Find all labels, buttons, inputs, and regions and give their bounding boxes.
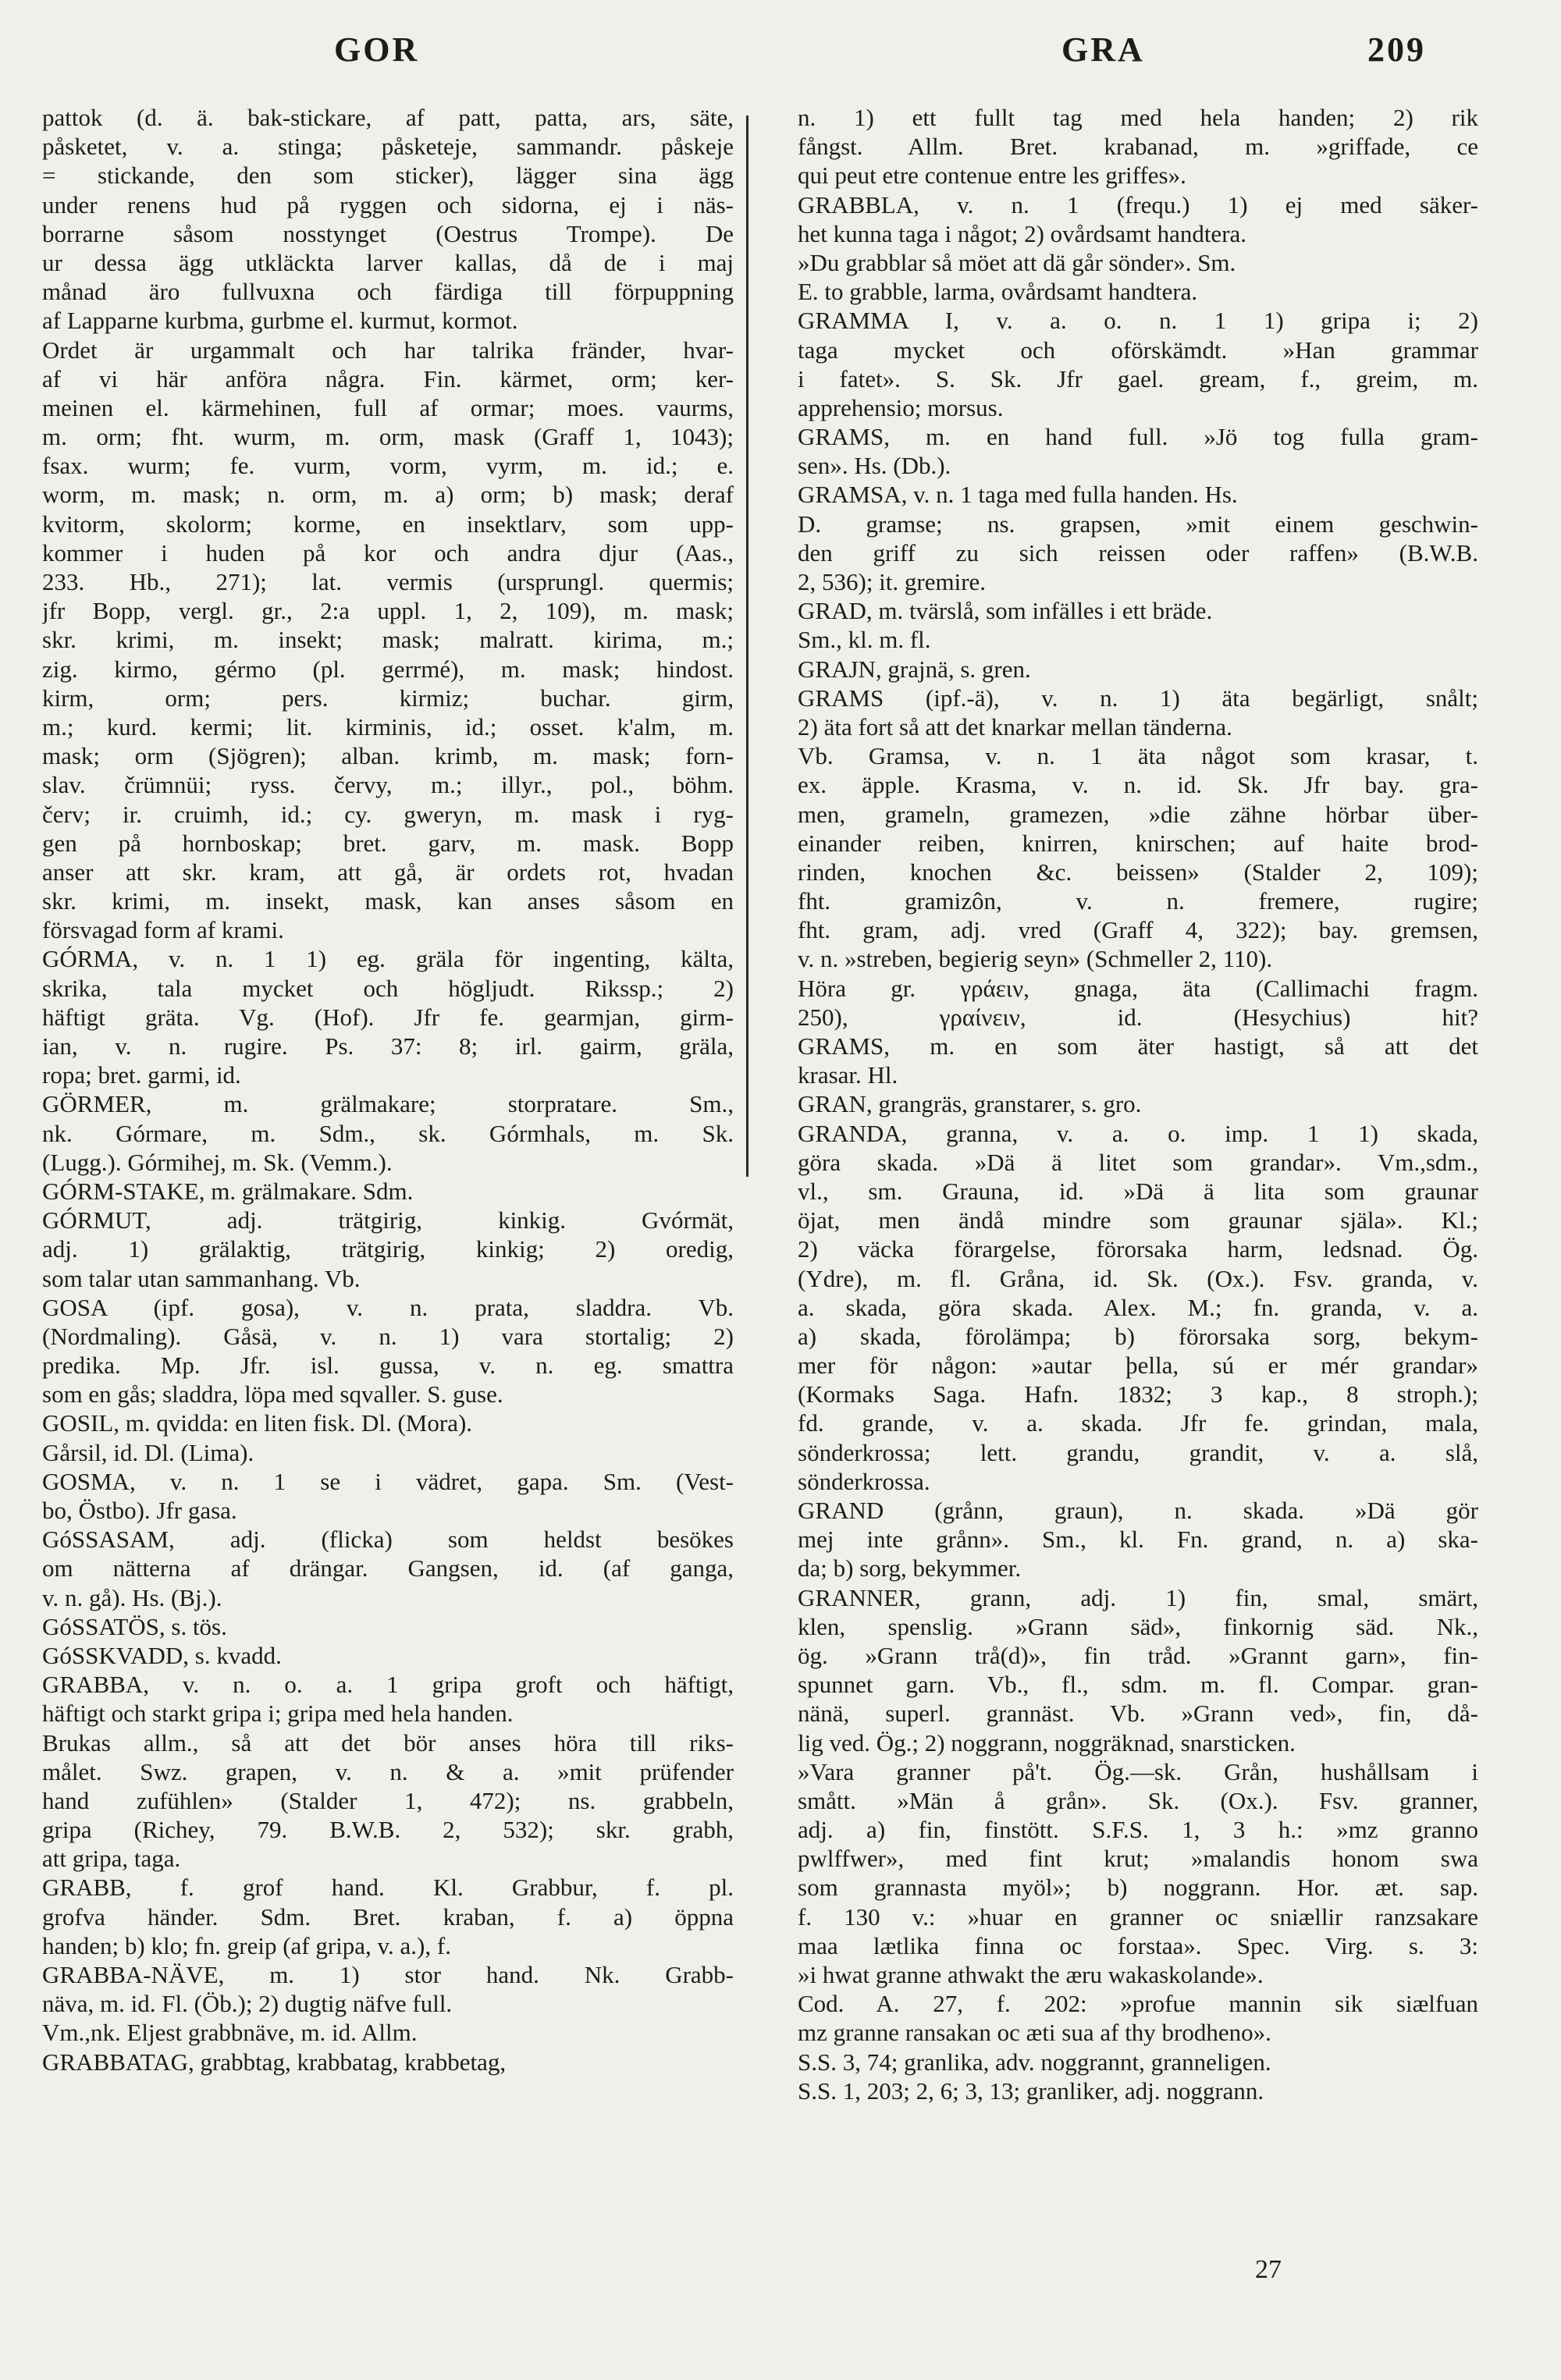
text-line: (Lugg.). Górmihej, m. Sk. (Vemm.).: [42, 1148, 393, 1176]
text-line: D. gramse; ns. grapsen, »mit einem geschwin-: [798, 510, 1478, 538]
text-line: m. orm; fht. wurm, m. orm, mask (Graff 1, 1043);: [42, 423, 734, 451]
text-line: som grannasta myöl»; b) noggrann. Hor. æt. sap.: [798, 1874, 1478, 1902]
text-line: qui peut etre contenue entre les griffes».: [798, 162, 1186, 190]
text-line: pwlffwer», med fint krut; »malandis honom swa: [798, 1845, 1478, 1873]
text-line: smått. »Män å grån». Sk. (Ox.). Fsv. granner,: [798, 1786, 1478, 1814]
text-line: den griff zu sich reissen oder raffen» (B.W.B.: [798, 538, 1478, 567]
text-line: GRAMS, m. en som äter hastigt, så att det: [798, 1032, 1478, 1060]
text-line: ög. »Grann trå(d)», fin tråd. »Grannt garn», fin-: [798, 1641, 1478, 1669]
text-line: n. 1) ett fullt tag med hela handen; 2) rik: [798, 104, 1478, 131]
text-line: jfr Bopp, vergl. gr., 2:a uppl. 1, 2, 109), m. mask;: [42, 597, 734, 625]
text-line: f. 130 v.: »huar en granner oc sniællir ranzsakare: [798, 1902, 1478, 1931]
text-line: försvagad form af krami.: [42, 916, 284, 944]
text-line: handen; b) klo; fn. greip (af gripa, v. a.), f.: [42, 1931, 451, 1959]
text-line: månad äro fullvuxna och färdiga till förpuppning: [42, 278, 734, 306]
text-line: målet. Swz. grapen, v. n. & a. »mit prüfender: [42, 1757, 734, 1785]
text-line: Sm., kl. m. fl.: [798, 626, 931, 654]
text-line: gen på hornboskap; bret. garv, m. mask. Bopp: [42, 829, 734, 857]
text-line: zig. kirmo, gérmo (pl. gerrmé), m. mask; hindost.: [42, 655, 734, 683]
text-line: E. to grabble, larma, ovårdsamt handtera.: [798, 278, 1198, 306]
text-line: GÖRMER, m. grälmakare; storpratare. Sm.,: [42, 1090, 734, 1118]
text-line: spunnet garn. Vb., fl., sdm. m. fl. Compar. gran-: [798, 1671, 1478, 1699]
right-column: [798, 103, 1478, 2105]
text-line: nänä, superl. grannäst. Vb. »Grann ved», fin, då-: [798, 1700, 1478, 1728]
text-line: GRAND (grånn, graun), n. skada. »Dä gör: [798, 1497, 1478, 1524]
text-line: maa lætlika finna oc forstaa». Spec. Virg. s. 3:: [798, 1931, 1478, 1959]
text-line: GRAJN, grajnä, s. gren.: [798, 655, 1031, 683]
text-line: sönderkrossa.: [798, 1467, 930, 1495]
text-line: 2, 536); it. gremire.: [798, 568, 987, 595]
text-line: GRAMS, m. en hand full. »Jö tog fulla gram-: [798, 423, 1478, 451]
signature-mark: 27: [1255, 2255, 1282, 2284]
text-line: GÓRMUT, adj. trätgirig, kinkig. Gvórmät,: [42, 1206, 734, 1234]
text-line: fd. grande, v. a. skada. Jfr fe. grindan, mala,: [798, 1409, 1478, 1437]
text-line: GRABBA-NÄVE, m. 1) stor hand. Nk. Grabb-: [42, 1961, 734, 1988]
page-number: 209: [1367, 30, 1426, 69]
text-line: a. skada, göra skada. Alex. M.; fn. granda, v. a.: [798, 1293, 1478, 1321]
text-line: ur dessa ägg utkläckta larver kallas, då de i maj: [42, 248, 734, 276]
text-line: sen». Hs. (Db.).: [798, 452, 951, 480]
text-line: het kunna taga i något; 2) ovårdsamt handtera.: [798, 219, 1247, 247]
text-line: GRAD, m. tvärslå, som infälles i ett bräde.: [798, 597, 1213, 625]
text-line: ropa; bret. garmi, id.: [42, 1061, 241, 1089]
text-line: påsketet, v. a. stinga; påsketeje, sammandr. påskeje: [42, 133, 734, 161]
text-line: meinen el. kärmehinen, full af ormar; moes. vaurms,: [42, 393, 734, 421]
text-line: adj. 1) grälaktig, trätgirig, kinkig; 2) oredig,: [42, 1235, 734, 1263]
text-line: GóSSASAM, adj. (flicka) som heldst besökes: [42, 1526, 734, 1554]
text-line: GOSMA, v. n. 1 se i vädret, gapa. Sm. (Vest-: [42, 1467, 734, 1495]
text-line: klen, spenslig. »Grann säd», finkornig säd. Nk.,: [798, 1612, 1478, 1640]
text-line: GRAMMA I, v. a. o. n. 1 1) gripa i; 2): [798, 307, 1478, 335]
text-line: GRABBLA, v. n. 1 (frequ.) 1) ej med säker-: [798, 190, 1478, 218]
text-line: häftigt och starkt gripa i; gripa med hela handen.: [42, 1700, 514, 1728]
text-line: predika. Mp. Jfr. isl. gussa, v. n. eg. smattra: [42, 1352, 734, 1380]
text-line: mej inte grånn». Sm., kl. Fn. grand, n. a) ska-: [798, 1526, 1478, 1554]
text-line: anser att skr. kram, att gå, är ordets rot, hvadan: [42, 858, 734, 886]
text-line: (Nordmaling). Gåsä, v. n. 1) vara stortalig; 2): [42, 1322, 734, 1350]
text-line: lig ved. Ög.; 2) noggrann, noggräknad, snarsticken.: [798, 1728, 1296, 1757]
text-line: fångst. Allm. Bret. krabanad, m. »griffade, ce: [798, 133, 1478, 161]
text-line: skr. krimi, m. insekt; mask; malratt. kirima, m.;: [42, 626, 734, 654]
left-column: [42, 103, 734, 2076]
text-line: (Kormaks Saga. Hafn. 1832; 3 kap., 8 stroph.);: [798, 1380, 1478, 1408]
text-line: adj. a) fin, finstött. S.F.S. 1, 3 h.: »mz granno: [798, 1816, 1478, 1844]
header-right-guideword: GRA: [1061, 30, 1145, 69]
text-line: 2) äta fort så att det knarkar mellan tänderna.: [798, 712, 1232, 741]
text-line: GRANNER, grann, adj. 1) fin, smal, smärt,: [798, 1583, 1478, 1611]
text-line: skr. krimi, m. insekt, mask, kan anses såsom en: [42, 887, 734, 915]
text-line: červ; ir. cruimh, id.; cy. gweryn, m. mask i ryg-: [42, 800, 734, 828]
text-line: vl., sm. Grauna, id. »Dä ä lita som graunar: [798, 1177, 1478, 1205]
text-line: 250), γραίνειν, id. (Hesychius) hit?: [798, 1003, 1478, 1031]
text-line: v. n. gå). Hs. (Bj.).: [42, 1583, 222, 1611]
text-line: Ordet är urgammalt och har talrika fränder, hvar-: [42, 336, 734, 364]
text-line: bo, Östbo). Jfr gasa.: [42, 1497, 237, 1524]
text-line: fsax. wurm; fe. vurm, vorm, vyrm, m. id.; e.: [42, 452, 734, 480]
text-line: göra skada. »Dä ä litet som grandar». Vm.,sdm.,: [798, 1148, 1478, 1176]
text-line: Vb. Gramsa, v. n. 1 äta något som krasar, t.: [798, 742, 1478, 770]
text-line: Gårsil, id. Dl. (Lima).: [42, 1438, 254, 1466]
text-line: GRAMSA, v. n. 1 taga med fulla handen. Hs.: [798, 481, 1238, 509]
text-line: »i hwat granne athwakt the æru wakaskolande».: [798, 1961, 1264, 1988]
text-line: taga mycket och oförskämdt. »Han grammar: [798, 336, 1478, 364]
text-line: GOSIL, m. qvidda: en liten fisk. Dl. (Mora).: [42, 1409, 473, 1437]
text-line: grofva händer. Sdm. Bret. kraban, f. a) öppna: [42, 1902, 734, 1931]
text-line: att gripa, taga.: [42, 1845, 181, 1873]
text-line: af vi här anföra några. Fin. kärmet, orm; ker-: [42, 364, 734, 393]
text-line: mask; orm (Sjögren); alban. krimb, m. mask; forn-: [42, 742, 734, 770]
text-line: fht. gram, adj. vred (Graff 4, 322); bay. gremsen,: [798, 916, 1478, 944]
text-line: Brukas allm., så att det bör anses höra till riks-: [42, 1728, 734, 1757]
text-line: rinden, knochen &c. beissen» (Stalder 2, 109);: [798, 858, 1478, 886]
header-left-guideword: GOR: [334, 30, 420, 69]
text-line: GOSA (ipf. gosa), v. n. prata, sladdra. Vb.: [42, 1293, 734, 1321]
text-line: gripa (Richey, 79. B.W.B. 2, 532); skr. grabh,: [42, 1816, 734, 1844]
text-line: om nätterna af drängar. Gangsen, id. (af ganga,: [42, 1554, 734, 1583]
text-line: apprehensio; morsus.: [798, 393, 1004, 421]
text-line: v. n. »streben, begierig seyn» (Schmeller 2, 110).: [798, 945, 1273, 973]
text-line: som talar utan sammanhang. Vb.: [42, 1264, 361, 1292]
text-line: GRANDA, granna, v. a. o. imp. 1 1) skada,: [798, 1119, 1478, 1147]
text-line: pattok (d. ä. bak-stickare, af patt, patta, ars, säte,: [42, 104, 734, 131]
text-line: S.S. 3, 74; granlika, adv. noggrannt, granneligen.: [798, 2048, 1271, 2076]
text-line: ian, v. n. rugire. Ps. 37: 8; irl. gairm, gräla,: [42, 1032, 734, 1060]
text-line: m.; kurd. kermi; lit. kirminis, id.; osset. k'alm, m.: [42, 712, 734, 741]
text-line: GóSSATÖS, s. tös.: [42, 1612, 227, 1640]
text-line: mz granne ransakan oc æti sua af thy brodheno».: [798, 2019, 1271, 2047]
text-line: = stickande, den som sticker), lägger sina ägg: [42, 162, 734, 190]
text-line: »Vara granner på't. Ög.—sk. Grån, hushållsam i: [798, 1757, 1478, 1785]
text-line: ex. äpple. Krasma, v. n. id. Sk. Jfr bay. gra-: [798, 771, 1478, 799]
column-divider: [746, 115, 748, 1177]
text-line: »Du grabblar så möet att dä går sönder». Sm.: [798, 248, 1236, 276]
text-line: hand zufühlen» (Stalder 1, 472); ns. grabbeln,: [42, 1786, 734, 1814]
text-line: Vm.,nk. Eljest grabbnäve, m. id. Allm.: [42, 2019, 418, 2047]
text-line: krasar. Hl.: [798, 1061, 898, 1089]
text-line: S.S. 1, 203; 2, 6; 3, 13; granliker, adj. noggrann.: [798, 2076, 1264, 2105]
text-line: slav. črümnüi; ryss. červy, m.; illyr., pol., böhm.: [42, 771, 734, 799]
text-line: Höra gr. γράειν, gnaga, äta (Callimachi fragm.: [798, 974, 1478, 1002]
text-line: af Lapparne kurbma, gurbme el. kurmut, kormot.: [42, 307, 518, 335]
text-line: GRAN, grangräs, granstarer, s. gro.: [798, 1090, 1142, 1118]
text-line: GÓRM-STAKE, m. grälmakare. Sdm.: [42, 1177, 414, 1205]
text-line: worm, m. mask; n. orm, m. a) orm; b) mask; deraf: [42, 481, 734, 509]
text-line: öjat, men ändå mindre som graunar själa». Kl.;: [798, 1206, 1478, 1234]
text-line: under renens hud på ryggen och sidorna, ej i näs-: [42, 190, 734, 218]
text-line: Cod. A. 27, f. 202: »profue mannin sik siælfuan: [798, 1990, 1478, 2018]
text-line: einander reiben, knirren, knirschen; auf haite brod-: [798, 829, 1478, 857]
text-line: da; b) sorg, bekymmer.: [798, 1554, 1022, 1583]
text-line: 2) väcka förargelse, förorsaka harm, ledsnad. Ög.: [798, 1235, 1478, 1263]
text-line: GRABBATAG, grabbtag, krabbatag, krabbetag,: [42, 2048, 507, 2076]
running-header: [0, 30, 1561, 84]
text-line: (Ydre), m. fl. Gråna, id. Sk. (Ox.). Fsv. granda, v.: [798, 1264, 1478, 1292]
text-line: kvitorm, skolorm; korme, en insektlarv, som upp-: [42, 510, 734, 538]
text-line: GóSSKVADD, s. kvadd.: [42, 1641, 282, 1669]
text-line: GRABB, f. grof hand. Kl. Grabbur, f. pl.: [42, 1874, 734, 1902]
text-line: i fatet». S. Sk. Jfr gael. gream, f., greim, m.: [798, 364, 1478, 393]
text-line: näva, m. id. Fl. (Öb.); 2) dugtig näfve full.: [42, 1990, 453, 2018]
text-line: GRABBA, v. n. o. a. 1 gripa groft och häftigt,: [42, 1671, 734, 1699]
text-line: fht. gramizôn, v. n. fremere, rugire;: [798, 887, 1478, 915]
text-line: kirm, orm; pers. kirmiz; buchar. girm,: [42, 684, 734, 712]
text-line: sönderkrossa; lett. grandu, grandit, v. a. slå,: [798, 1438, 1478, 1466]
text-line: GRAMS (ipf.-ä), v. n. 1) äta begärligt, snålt;: [798, 684, 1478, 712]
text-line: GÓRMA, v. n. 1 1) eg. gräla för ingenting, kälta,: [42, 945, 734, 973]
text-line: mer för någon: »autar þella, sú er mér grandar»: [798, 1352, 1478, 1380]
text-line: nk. Górmare, m. Sdm., sk. Górmhals, m. Sk.: [42, 1119, 734, 1147]
text-line: borrarne såsom nosstynget (Oestrus Trompe). De: [42, 219, 734, 247]
text-line: häftigt gräta. Vg. (Hof). Jfr fe. gearmjan, girm-: [42, 1003, 734, 1031]
text-line: a) skada, förolämpa; b) förorsaka sorg, bekym-: [798, 1322, 1478, 1350]
text-line: skrika, tala mycket och högljudt. Rikssp.; 2): [42, 974, 734, 1002]
text-line: kommer i huden på kor och andra djur (Aas.,: [42, 538, 734, 567]
text-line: men, grameln, gramezen, »die zähne hörbar über-: [798, 800, 1478, 828]
text-line: som en gås; sladdra, löpa med sqvaller. S. guse.: [42, 1380, 503, 1408]
text-line: 233. Hb., 271); lat. vermis (ursprungl. quermis;: [42, 568, 734, 595]
